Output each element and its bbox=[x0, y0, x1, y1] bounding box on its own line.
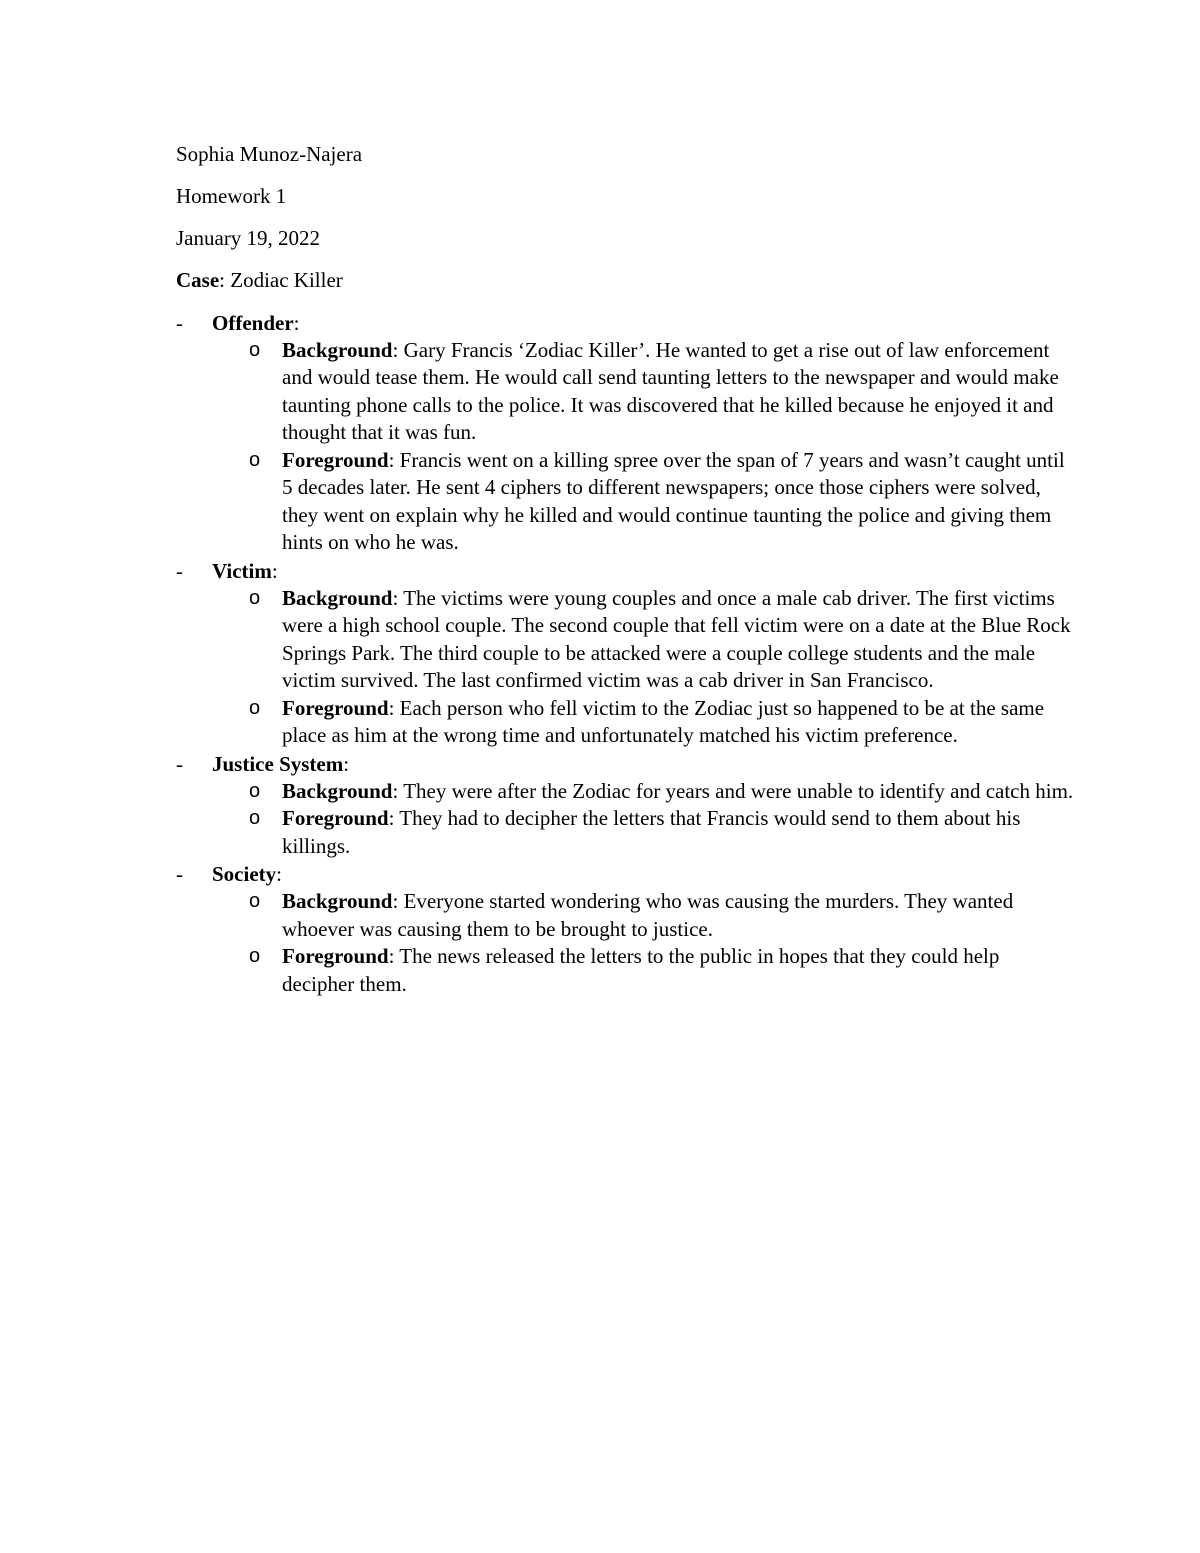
section-justice-system bbox=[176, 750, 1076, 861]
case-line bbox=[176, 267, 1076, 295]
item-text: : They had to decipher the letters that Francis would send to them about his killings. bbox=[282, 806, 1021, 858]
bullet-marker: o bbox=[249, 890, 261, 912]
list-item bbox=[176, 888, 1076, 943]
dash-marker: - bbox=[176, 558, 183, 583]
item-text: : Each person who fell victim to the Zodiac just so happened to be at the same place as him at the wrong time and unfortunately matched his victim preference. bbox=[282, 695, 1045, 747]
case-label: Case bbox=[176, 268, 220, 292]
item-label: Background bbox=[282, 778, 393, 803]
list-item bbox=[176, 805, 1076, 860]
item-label: Foreground bbox=[282, 695, 389, 720]
section-heading: - Society: bbox=[176, 862, 282, 886]
item-text: : The news released the letters to the public in hopes that they could help decipher them. bbox=[282, 944, 1000, 996]
dash-marker: - bbox=[176, 310, 183, 335]
list-item bbox=[176, 943, 1076, 998]
item-label: Background bbox=[282, 889, 393, 913]
document-date: January 19, 2022 bbox=[176, 226, 321, 250]
list-item bbox=[176, 447, 1076, 557]
bullet-marker: o bbox=[249, 696, 261, 719]
item-label: Foreground bbox=[282, 447, 389, 472]
item-label: Background bbox=[282, 585, 393, 610]
section-victim bbox=[176, 557, 1076, 750]
item-text: : They were after the Zodiac for years and were unable to identify and catch him. bbox=[392, 778, 1074, 803]
assignment-title: Homework 1 bbox=[176, 184, 287, 208]
section-title: Offender bbox=[212, 310, 294, 335]
section-heading: - Justice System: bbox=[176, 751, 350, 776]
case-value: : Zodiac Killer bbox=[219, 268, 343, 292]
bullet-marker: o bbox=[249, 779, 261, 802]
section-title: Justice System bbox=[212, 751, 344, 776]
item-text: : Gary Francis ‘Zodiac Killer’. He wanted to get a rise out of law enforcement and would tease them. He would call send taunting letters to the newspaper and would make taunting phone calls to the police. It was discovered that he killed because he enjoyed it and thought that it was fun. bbox=[282, 337, 1059, 444]
item-text: : Everyone started wondering who was causing the murders. They wanted whoever was causing them to be brought to justice. bbox=[282, 889, 1014, 941]
section-title: Society bbox=[212, 862, 277, 886]
item-label: Background bbox=[282, 337, 393, 362]
item-text: : The victims were young couples and once a male cab driver. The first victims were a high school couple. The second couple that fell victim were on a date at the Blue Rock Springs Park. The third couple to be attacked were a couple college students and the male victim survived. The last confirmed victim was a cab driver in San Francisco. bbox=[282, 585, 1071, 692]
document-page bbox=[176, 141, 1076, 998]
list-item bbox=[176, 778, 1076, 806]
item-text: : Francis went on a killing spree over the span of 7 years and wasn’t caught until 5 decades later. He sent 4 ciphers to different newspapers; once those ciphers were solved, they went on explain why he killed and would continue taunting the police and giving them hints on who he was. bbox=[282, 447, 1065, 554]
bullet-marker: o bbox=[249, 945, 261, 967]
list-item bbox=[176, 695, 1076, 750]
dash-marker: - bbox=[176, 751, 183, 776]
section-heading: - Victim: bbox=[176, 558, 278, 583]
list-item bbox=[176, 337, 1076, 447]
section-heading: - Offender: bbox=[176, 310, 300, 335]
list-item bbox=[176, 585, 1076, 695]
item-label: Foreground bbox=[282, 806, 389, 830]
section-society bbox=[176, 860, 1076, 998]
bullet-marker: o bbox=[249, 586, 261, 609]
bullet-marker: o bbox=[249, 807, 261, 829]
bullet-marker: o bbox=[249, 338, 261, 361]
section-title: Victim bbox=[212, 558, 272, 583]
bullet-marker: o bbox=[249, 448, 261, 471]
author-name: Sophia Munoz-Najera bbox=[176, 142, 363, 166]
item-label: Foreground bbox=[282, 944, 389, 968]
section-offender bbox=[176, 309, 1076, 557]
dash-marker: - bbox=[176, 862, 183, 886]
